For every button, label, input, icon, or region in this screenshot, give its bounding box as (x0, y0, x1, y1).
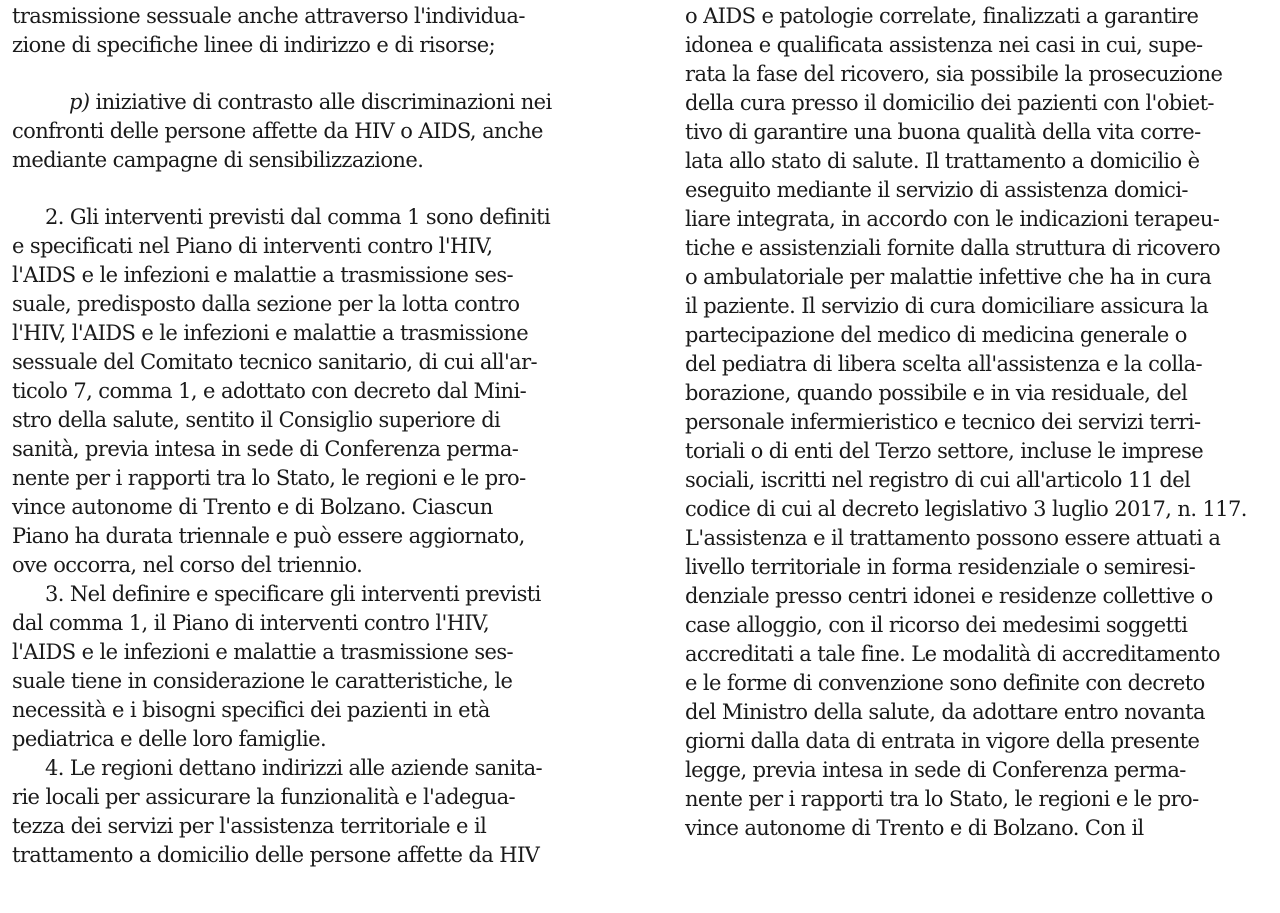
text-line: tivo di garantire una buona qualità della vita corre- (685, 120, 1201, 144)
text-line: zione di specifiche linee di indirizzo e di risorse; (12, 33, 496, 57)
text-line: o ambulatoriale per malattie infettive che ha in cura (685, 265, 1212, 289)
text-line: nente per i rapporti tra lo Stato, le regioni e le pro- (12, 466, 526, 490)
text-line: iniziative di contrasto alle discriminazioni nei (89, 90, 552, 114)
text-line: sociali, iscritti nel registro di cui all'articolo 11 del (685, 468, 1191, 492)
text-line: tezza dei servizi per l'assistenza territoriale e il (12, 814, 487, 838)
text-line: sanità, previa intesa in sede di Conferenza perma- (12, 437, 519, 461)
text-line: suale, predisposto dalla sezione per la lotta contro (12, 292, 520, 316)
text-line: rie locali per assicurare la funzionalità e l'adegua- (12, 785, 516, 809)
text-line: della cura presso il domicilio dei pazienti con l'obiet- (685, 91, 1214, 115)
paragraph-start: 4. Le regioni dettano indirizzi alle aziende sanita- (45, 756, 542, 780)
text-line: stro della salute, sentito il Consiglio superiore di (12, 408, 501, 432)
text-line: tiche e assistenziali fornite dalla struttura di ricovero (685, 236, 1221, 260)
list-item-p (12, 88, 552, 117)
list-item-letter: p) (69, 90, 90, 114)
text-line: giorni dalla data di entrata in vigore della presente (685, 729, 1200, 753)
text-line: suale tiene in considerazione le caratteristiche, le (12, 669, 513, 693)
text-line: mediante campagne di sensibilizzazione. (12, 148, 424, 172)
text-line: rata la fase del ricovero, sia possibile la prosecuzione (685, 62, 1223, 86)
text-line: ove occorra, nel corso del triennio. (12, 553, 363, 577)
text-line: il paziente. Il servizio di cura domiciliare assicura la (685, 294, 1209, 318)
paragraph-start: 2. Gli interventi previsti dal comma 1 sono definiti (45, 205, 551, 229)
text-line: partecipazione del medico di medicina generale o (685, 323, 1187, 347)
text-line: vince autonome di Trento e di Bolzano. Con il (685, 816, 1144, 840)
text-line: trasmissione sessuale anche attraverso l'individua- (12, 4, 525, 28)
text-line: l'AIDS e le infezioni e malattie a trasmissione ses- (12, 640, 514, 664)
text-line: legge, previa intesa in sede di Conferenza perma- (685, 758, 1186, 782)
text-line: nente per i rapporti tra lo Stato, le regioni e le pro- (685, 787, 1199, 811)
text-line: Piano ha durata triennale e può essere aggiornato, (12, 524, 525, 548)
text-line: codice di cui al decreto legislativo 3 luglio 2017, n. 117. (685, 497, 1247, 521)
text-line: L'assistenza e il trattamento possono essere attuati a (685, 526, 1221, 550)
text-line: eseguito mediante il servizio di assistenza domici- (685, 178, 1188, 202)
text-line: del Ministro della salute, da adottare entro novanta (685, 700, 1205, 724)
text-line: e specificati nel Piano di interventi contro l'HIV, (12, 234, 493, 258)
text-line: livello territoriale in forma residenziale o semiresi- (685, 555, 1196, 579)
text-line: del pediatra di libera scelta all'assistenza e la colla- (685, 352, 1202, 376)
text-line: confronti delle persone affette da HIV o AIDS, anche (12, 119, 543, 143)
text-line: personale infermieristico e tecnico dei servizi terri- (685, 410, 1201, 434)
text-line: idonea e qualificata assistenza nei casi in cui, supe- (685, 33, 1203, 57)
text-line: accreditati a tale fine. Le modalità di accreditamento (685, 642, 1220, 666)
text-line: toriali o di enti del Terzo settore, incluse le imprese (685, 439, 1204, 463)
text-line: l'AIDS e le infezioni e malattie a trasmissione ses- (12, 263, 514, 287)
text-line: dal comma 1, il Piano di interventi contro l'HIV, (12, 611, 490, 635)
text-line: vince autonome di Trento e di Bolzano. Ciascun (12, 495, 493, 519)
text-line: necessità e i bisogni specifici dei pazienti in età (12, 698, 490, 722)
text-line: e le forme di convenzione sono definite con decreto (685, 671, 1205, 695)
text-line: trattamento a domicilio delle persone affette da HIV (12, 843, 540, 867)
text-line: liare integrata, in accordo con le indicazioni terapeu- (685, 207, 1220, 231)
text-line: l'HIV, l'AIDS e le infezioni e malattie a trasmissione (12, 321, 529, 345)
text-line: borazione, quando possibile e in via residuale, del (685, 381, 1188, 405)
text-line: sessuale del Comitato tecnico sanitario, di cui all'ar- (12, 350, 538, 374)
paragraph-start: 3. Nel definire e specificare gli interventi previsti (45, 582, 541, 606)
text-line: pediatrica e delle loro famiglie. (12, 727, 327, 751)
text-line: ticolo 7, comma 1, e adottato con decreto dal Mini- (12, 379, 527, 403)
text-line: lata allo stato di salute. Il trattamento a domicilio è (685, 149, 1200, 173)
text-line: denziale presso centri idonei e residenze collettive o (685, 584, 1213, 608)
text-line: case alloggio, con il ricorso dei medesimi soggetti (685, 613, 1188, 637)
text-line: o AIDS e patologie correlate, finalizzati a garantire (685, 4, 1199, 28)
